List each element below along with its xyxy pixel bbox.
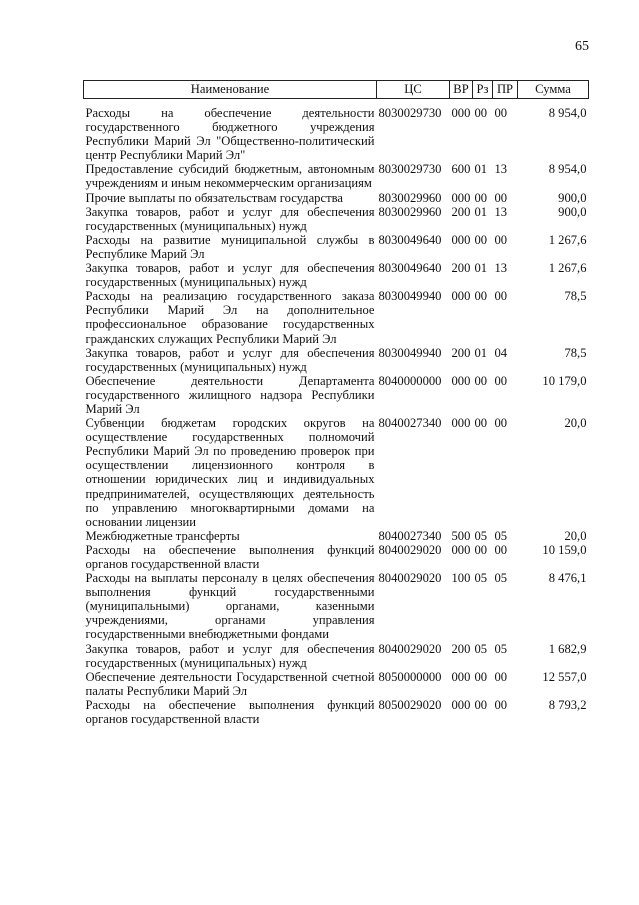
cell-sum: 20,0 xyxy=(564,528,587,543)
cell-cs: 8050029020 xyxy=(378,697,442,712)
cell-cs: 8040027340 xyxy=(378,528,442,543)
cell-cs: 8040000000 xyxy=(378,373,442,388)
table-row xyxy=(84,346,589,374)
cell-name: Субвенции бюджетам городских округов на осуществление государственных полномочий Республики Марий Эл по проведению проверок при осуществлении лицензионного контроля в отношении юридических лиц и индивидуальных предпринимателей, осуществляющих деятельность по управлению многоквартирными домами на основании лицензии xyxy=(85,416,375,529)
cell-cs: 8050000000 xyxy=(378,669,442,684)
cell-vr: 000 xyxy=(451,697,471,712)
cell-name: Расходы на развитие муниципальной службы в Республике Марий Эл xyxy=(85,232,375,261)
table-row xyxy=(84,205,589,233)
cell-vr: 600 xyxy=(451,162,471,177)
cell-sum: 10 159,0 xyxy=(542,542,587,557)
cell-rz: 00 xyxy=(474,190,488,205)
cell-sum: 900,0 xyxy=(558,190,587,205)
cell-sum: 78,5 xyxy=(564,289,587,304)
table-row xyxy=(84,233,589,261)
cell-cs: 8030029960 xyxy=(378,204,442,219)
table-body xyxy=(84,99,589,727)
cell-pr: 00 xyxy=(494,416,508,431)
table-row xyxy=(84,571,589,641)
cell-rz: 01 xyxy=(474,261,488,276)
table-row xyxy=(84,670,589,698)
page-number: 65 xyxy=(575,39,589,54)
table-row xyxy=(84,374,589,416)
cell-pr: 00 xyxy=(494,542,508,557)
cell-rz: 01 xyxy=(474,345,488,360)
cell-name: Расходы на обеспечение выполнения функций органов государственной власти xyxy=(85,697,375,727)
cell-rz: 01 xyxy=(474,204,488,219)
cell-name: Расходы на обеспечение деятельности государственного бюджетного учреждения Республики Марий Эл "Общественно-политический центр Республики Марий Эл" xyxy=(85,106,375,163)
table-row xyxy=(84,698,589,726)
table-row xyxy=(84,543,589,571)
cell-pr: 00 xyxy=(494,289,508,304)
cell-sum: 12 557,0 xyxy=(542,669,587,684)
cell-sum: 10 179,0 xyxy=(542,373,587,388)
cell-pr: 13 xyxy=(494,162,508,177)
cell-cs: 8030049940 xyxy=(378,289,442,304)
cell-name: Расходы на выплаты персоналу в целях обеспечения выполнения функций государственными (муниципальными) органами, казенными учреждениями, органами управления государственными внебюджетными фондами xyxy=(85,571,375,642)
cell-name: Обеспечение деятельности Государственной счетной палаты Республики Марий Эл xyxy=(85,669,375,698)
cell-pr: 05 xyxy=(494,641,508,656)
cell-sum: 1 267,6 xyxy=(548,261,587,276)
cell-name: Расходы на обеспечение выполнения функций органов государственной власти xyxy=(85,542,375,571)
table-row xyxy=(84,289,589,345)
cell-pr: 13 xyxy=(494,204,508,219)
cell-pr: 00 xyxy=(494,697,508,712)
cell-vr: 100 xyxy=(451,571,471,586)
header-sum: Сумма xyxy=(518,81,589,99)
cell-name: Закупка товаров, работ и услуг для обеспечения государственных (муниципальных) нужд xyxy=(85,261,375,290)
cell-vr: 200 xyxy=(451,204,471,219)
header-rz: Рз xyxy=(473,81,493,99)
cell-rz: 01 xyxy=(474,162,488,177)
cell-cs: 8040027340 xyxy=(378,416,442,431)
cell-rz: 05 xyxy=(474,641,488,656)
cell-cs: 8030049940 xyxy=(378,345,442,360)
table-header-row xyxy=(84,81,589,99)
table-row xyxy=(84,191,589,205)
cell-pr: 00 xyxy=(494,373,508,388)
cell-rz: 00 xyxy=(474,373,488,388)
cell-sum: 8 954,0 xyxy=(548,106,587,120)
cell-vr: 000 xyxy=(451,289,471,304)
table-row xyxy=(84,642,589,670)
cell-cs: 8030049640 xyxy=(378,232,442,247)
cell-rz: 05 xyxy=(474,528,488,543)
header-pr: ПР xyxy=(493,81,518,99)
table-row xyxy=(84,261,589,289)
cell-sum: 78,5 xyxy=(564,345,587,360)
cell-name: Закупка товаров, работ и услуг для обеспечения государственных (муниципальных) нужд xyxy=(85,204,375,233)
cell-rz: 00 xyxy=(474,232,488,247)
cell-sum: 8 793,2 xyxy=(548,697,587,712)
cell-pr: 00 xyxy=(494,669,508,684)
cell-name: Прочие выплаты по обязательствам государства xyxy=(85,190,343,205)
cell-cs: 8040029020 xyxy=(378,641,442,656)
cell-name: Закупка товаров, работ и услуг для обеспечения государственных (муниципальных) нужд xyxy=(85,641,375,670)
cell-cs: 8030049640 xyxy=(378,261,442,276)
cell-name: Предоставление субсидий бюджетным, автономным учреждениям и иным некоммерческим организациям xyxy=(85,162,375,191)
cell-rz: 00 xyxy=(474,542,488,557)
cell-rz: 00 xyxy=(474,289,488,304)
table-row xyxy=(84,106,589,162)
cell-vr: 200 xyxy=(451,261,471,276)
cell-pr: 00 xyxy=(494,232,508,247)
cell-vr: 000 xyxy=(451,106,471,120)
cell-rz: 00 xyxy=(474,669,488,684)
cell-cs: 8030029960 xyxy=(378,190,442,205)
cell-rz: 00 xyxy=(474,697,488,712)
cell-cs: 8040029020 xyxy=(378,542,442,557)
cell-vr: 500 xyxy=(451,528,471,543)
cell-vr: 000 xyxy=(451,190,471,205)
cell-vr: 000 xyxy=(451,542,471,557)
header-cs: ЦС xyxy=(377,81,450,99)
cell-sum: 8 476,1 xyxy=(548,571,587,586)
cell-sum: 1 267,6 xyxy=(548,232,587,247)
header-name: Наименование xyxy=(84,81,377,99)
table-row xyxy=(84,529,589,543)
cell-vr: 000 xyxy=(451,669,471,684)
cell-vr: 000 xyxy=(451,232,471,247)
cell-pr: 05 xyxy=(494,528,508,543)
cell-vr: 000 xyxy=(451,373,471,388)
table-row xyxy=(84,162,589,190)
cell-sum: 900,0 xyxy=(558,204,587,219)
cell-pr: 00 xyxy=(494,106,508,120)
cell-cs: 8030029730 xyxy=(378,106,442,120)
cell-vr: 200 xyxy=(451,345,471,360)
cell-name: Закупка товаров, работ и услуг для обеспечения государственных (муниципальных) нужд xyxy=(85,345,375,374)
cell-name: Межбюджетные трансферты xyxy=(85,528,240,543)
cell-cs: 8030029730 xyxy=(378,162,442,177)
cell-pr: 00 xyxy=(494,190,508,205)
cell-rz: 00 xyxy=(474,106,488,120)
header-vr: ВР xyxy=(450,81,473,99)
cell-sum: 8 954,0 xyxy=(548,162,587,177)
cell-vr: 200 xyxy=(451,641,471,656)
cell-rz: 00 xyxy=(474,416,488,431)
cell-rz: 05 xyxy=(474,571,488,586)
cell-name: Расходы на реализацию государственного заказа Республики Марий Эл на дополнительное профессиональное образование государственных гражданских служащих Республики Марий Эл xyxy=(85,289,375,346)
cell-sum: 20,0 xyxy=(564,416,587,431)
table-row xyxy=(84,416,589,529)
cell-pr: 04 xyxy=(494,345,508,360)
cell-vr: 000 xyxy=(451,416,471,431)
cell-pr: 05 xyxy=(494,571,508,586)
cell-cs: 8040029020 xyxy=(378,571,442,586)
cell-name: Обеспечение деятельности Департамента государственного жилищного надзора Республики Марий Эл xyxy=(85,373,375,416)
cell-sum: 1 682,9 xyxy=(548,641,587,656)
cell-pr: 13 xyxy=(494,261,508,276)
budget-table xyxy=(83,80,589,726)
